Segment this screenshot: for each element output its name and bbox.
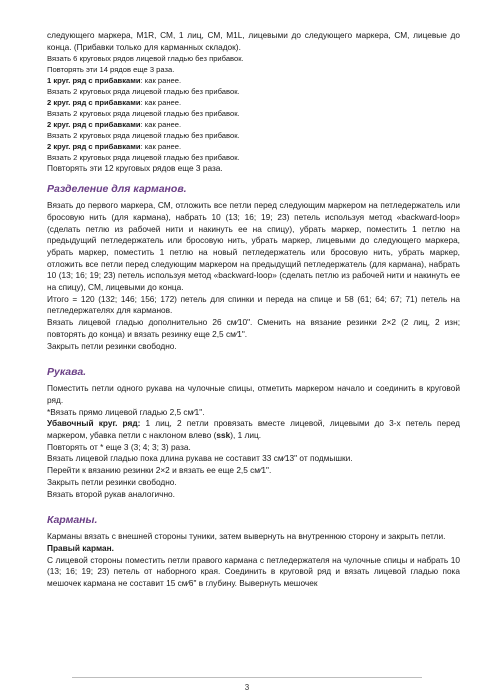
- increase-round-label: 1 круг. ряд с прибавками: [47, 76, 141, 86]
- ssk-abbreviation: ssk: [216, 430, 231, 441]
- paragraph: Повторять от * еще 3 (3; 4; 3; 3) раза.: [47, 441, 191, 452]
- paragraph: Повторять эти 14 рядов еще 3 раза.: [47, 65, 175, 75]
- page-content: [47, 30, 460, 590]
- paragraph: Вязать лицевой гладью дополнительно 26 см∕10". Сменить на вязание резинки 2×2 (2 лиц, 2 изн; повторять до конца) и вязать резинку еще 2,5 см∕1".: [47, 317, 460, 339]
- section-heading-sleeves: Рукава.: [47, 366, 87, 379]
- paragraph: Поместить петли одного рукава на чулочные спицы, отметить маркером начало и соединить в круговой ряд.: [47, 383, 460, 405]
- increase-round: 2 круг. ряд с прибавками: как ранее.: [47, 142, 182, 152]
- increase-round-label: 2 круг. ряд с прибавками: [47, 120, 141, 130]
- paragraph: *Вязать прямо лицевой гладью 2,5 см∕1".: [47, 406, 205, 417]
- paragraph: Итого = 120 (132; 146; 156; 172) петель для спинки и переда на спице и 58 (61; 64; 67; 71) петель на петледержателях для карманов.: [47, 293, 460, 316]
- decrease-round: Убавочный круг. ряд: 1 лиц, 2 петли провязать вместе лицевой, лицевыми до 3-х петель перед маркером, убавка петли с наклоном влево (ssk), 1 лиц.: [47, 418, 460, 441]
- section-heading-pockets: Карманы.: [47, 514, 98, 527]
- section-heading-pockets-split: Разделение для карманов.: [47, 183, 187, 196]
- paragraph: Перейти к вязанию резинки 2×2 и вязать ее еще 2,5 см∕1".: [47, 465, 272, 476]
- paragraph: Закрыть петли резинки свободно.: [47, 476, 177, 487]
- increase-round-label: 2 круг. ряд с прибавками: [47, 98, 141, 108]
- increase-round: 1 круг. ряд с прибавками: как ранее.: [47, 76, 182, 86]
- paragraph: Повторять эти 12 круговых рядов еще 3 раза.: [47, 163, 223, 174]
- footer-divider: [72, 677, 422, 678]
- page-number: 3: [244, 683, 250, 692]
- paragraph: Карманы вязать с внешней стороны туники, затем вывернуть на внутреннюю сторону и закрыть петли.: [47, 531, 446, 542]
- paragraph: следующего маркера, M1R, СМ, 1 лиц, СМ, M1L, лицевыми до следующего маркера, СМ, лицевые до конца. (Прибавки только для карманных складок).: [47, 30, 460, 52]
- subheading-right-pocket: Правый карман.: [47, 542, 114, 553]
- paragraph: Вязать лицевой гладью пока длина рукава не составит 33 см∕13" от подмышки.: [47, 453, 353, 464]
- paragraph: Вязать 2 круговых ряда лицевой гладью без прибавок.: [47, 153, 240, 163]
- paragraph: Закрыть петли резинки свободно.: [47, 340, 177, 351]
- paragraph: Вязать второй рукав аналогично.: [47, 488, 175, 499]
- paragraph: Вязать 6 круговых рядов лицевой гладью без прибавок.: [47, 54, 244, 64]
- paragraph: Вязать 2 круговых ряда лицевой гладью без прибавок.: [47, 109, 240, 119]
- increase-round: 2 круг. ряд с прибавками: как ранее.: [47, 120, 182, 130]
- paragraph: Вязать 2 круговых ряда лицевой гладью без прибавок.: [47, 131, 240, 141]
- increase-round: 2 круг. ряд с прибавками: как ранее.: [47, 98, 182, 108]
- paragraph: Вязать до первого маркера, СМ, отложить все петли перед следующим маркером на петледержатель или бросовую нить (для кармана), набрать 10 (13; 16; 19; 23) петель используя метод «backward-loop» (сделать петлю из рабочей нити и накинуть ее на спицу), убрать маркер, поместить 1 петлю на предыдущий петледержатель или бросовую нить, убрать маркер, лицевыми до следующего маркера, убрать маркер, поместить 1 петлю на новый петледержатель или бросовую нить, убрать маркер, отложить все петли перед следующим маркером на предыдущий петледержатель (для кармана), набрать 10 (13; 16; 19; 23) петель используя метод «backward-loop» (сделать петлю из рабочей нити и накинуть ее на спицу), СМ, лицевыми до конца.: [47, 200, 460, 293]
- decrease-round-label: Убавочный круг. ряд:: [47, 418, 141, 429]
- paragraph: Вязать 2 круговых ряда лицевой гладью без прибавок.: [47, 87, 240, 97]
- increase-round-label: 2 круг. ряд с прибавками: [47, 142, 141, 152]
- paragraph: С лицевой стороны поместить петли правого кармана с петледержателя на чулочные спицы и набрать 10 (13; 16; 19; 23) петель от наборного края. Соединить в круговой ряд и вязать лицевой гладью пока мешочек кармана не составит 15 см∕6" в глубину. Вывернуть мешочек: [47, 554, 460, 589]
